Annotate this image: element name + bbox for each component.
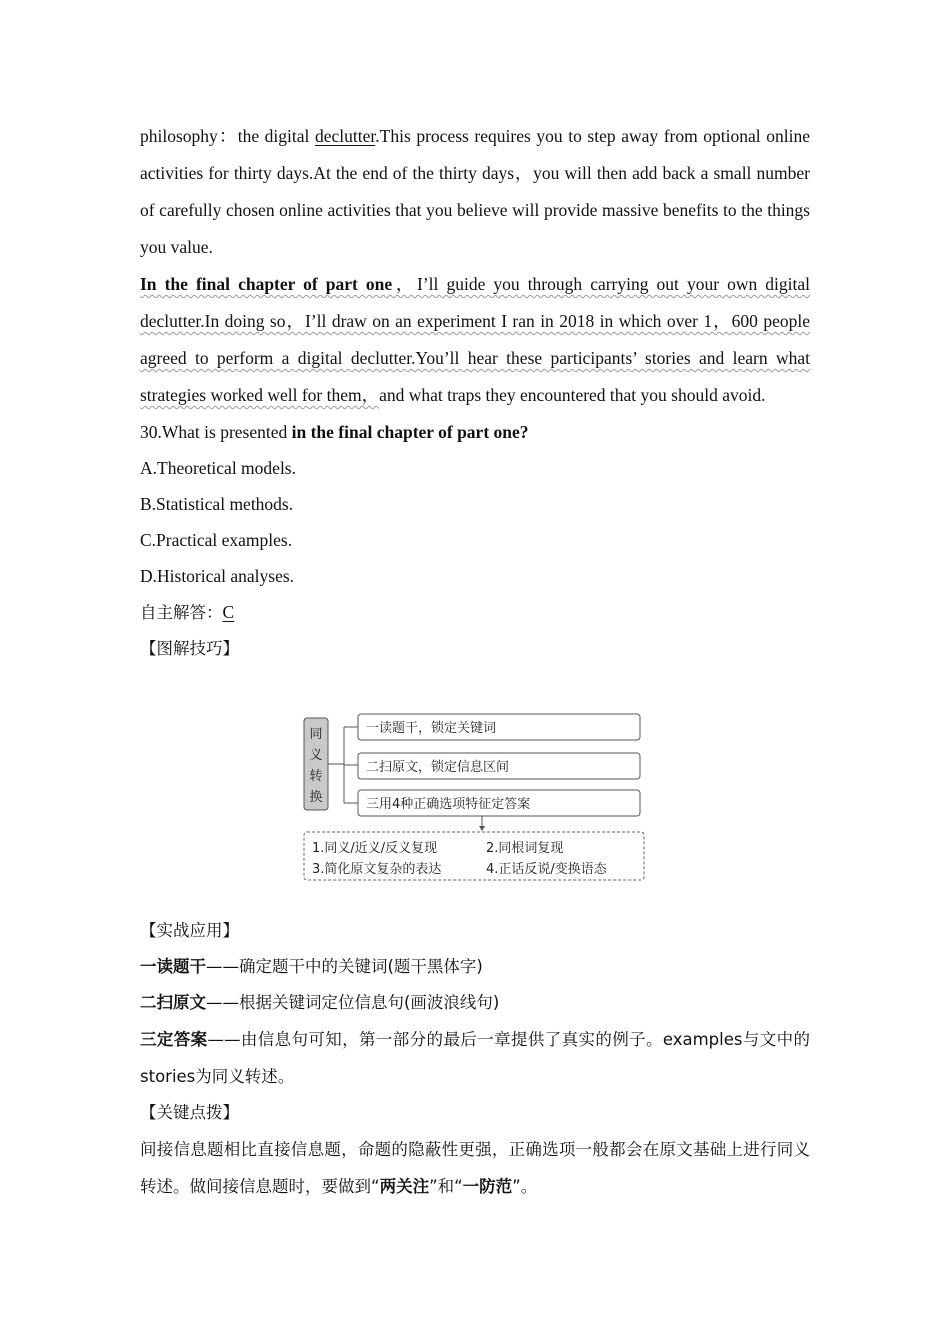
tips-text: 间接信息题相比直接信息题，命题的隐蔽性更强，正确选项一般都会在原文基础上进行同义转述。做间接信息题时，要做到“ (140, 1140, 810, 1196)
feature-4: 4.正话反说/变换语态 (486, 862, 607, 877)
practice-step-2 (140, 985, 810, 1021)
option-b: B.Statistical methods. (140, 494, 294, 514)
feature-1: 1.同义/近义/反义复现 (312, 841, 438, 856)
step-3-text: 三用4种正确选项特征定答案 (366, 797, 531, 812)
step-text: ——确定题干中的关键词(题干黑体字) (206, 957, 483, 976)
step-2-text: 二扫原文，锁定信息区间 (366, 760, 510, 775)
tips-text: ”和“ (429, 1177, 463, 1196)
feature-3: 3.简化原文复杂的表达 (312, 862, 442, 877)
diagram-heading: 【图解技巧】 (140, 639, 239, 658)
step-text: ——根据关键词定位信息句(画波浪线句) (206, 993, 500, 1012)
explanation-section (140, 913, 810, 1205)
side-label-char: 同 (309, 727, 323, 742)
tips-paragraph (140, 1131, 810, 1205)
arrow-head-icon (479, 826, 485, 831)
step-label: 三定答案 (140, 1030, 208, 1049)
tips-text: ”。 (512, 1177, 538, 1196)
passage-text: and what traps they encountered that you should avoid. (379, 385, 766, 405)
passage-text: philosophy：the digital (140, 126, 315, 146)
tips-keyword: 一防范 (462, 1177, 513, 1196)
step-label: 一读题干 (140, 957, 206, 976)
underlined-word: declutter (315, 126, 376, 146)
passage-paragraph-2 (140, 266, 810, 414)
key-phrase: In the final chapter of part one (140, 274, 393, 294)
step-label: 二扫原文 (140, 993, 206, 1012)
information-sentence: ，I’ll guide you through carrying out your own digital declutter.In doing so，I’ll draw on an experiment I ran in 2018 in which over 1，600 people agreed to perform a digital declutter.You’ll hear these participants’ stories and learn what strategies worked well for them， (140, 274, 811, 405)
side-label-char: 义 (309, 748, 323, 763)
bracket-connector (328, 727, 358, 803)
side-label-char: 转 (309, 769, 323, 784)
question-keywords: in the final chapter of part one? (291, 422, 529, 442)
step-text: ——由信息句可知，第一部分的最后一章提供了真实的例子。examples与文中的stories为同义转述。 (140, 1030, 810, 1086)
answer-line (140, 594, 810, 631)
passage-paragraph-1 (140, 118, 810, 266)
practice-heading: 【实战应用】 (140, 921, 239, 940)
passage-text: .This process requires you to step away from optional online activities for thirty days.At the end of the thirty days，you will then add back a small number of carefully chosen online activities that you believe will provide massive benefits to the things you value. (140, 126, 810, 257)
step-1-text: 一读题干，锁定关键词 (366, 721, 497, 736)
side-label-char: 换 (309, 790, 323, 805)
option-d: D.Historical analyses. (140, 566, 295, 586)
option-c: C.Practical examples. (140, 530, 293, 550)
practice-step-1 (140, 949, 810, 985)
option-a: A.Theoretical models. (140, 458, 296, 478)
question-stem (140, 414, 810, 450)
synonym-conversion-diagram (300, 712, 650, 884)
answer-label: 自主解答： (140, 603, 223, 622)
practice-step-3 (140, 1021, 810, 1095)
tips-heading: 【关键点拨】 (140, 1103, 239, 1122)
feature-2: 2.同根词复现 (486, 841, 564, 856)
document-page (140, 118, 810, 667)
answer-value: C (222, 602, 235, 622)
question-text: 30.What is presented (140, 422, 292, 442)
tips-keyword: 两关注 (379, 1177, 430, 1196)
